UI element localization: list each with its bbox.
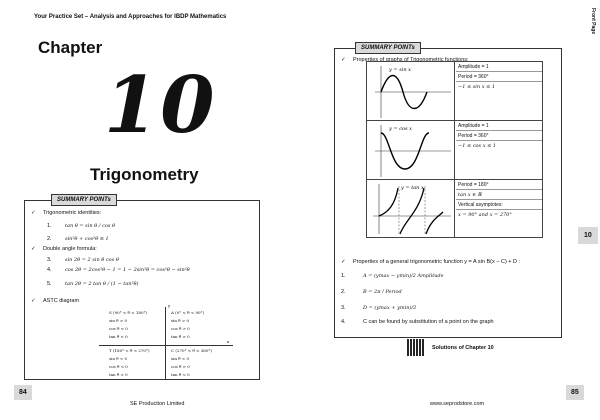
list-item: −1 ≤ sin x ≤ 1 — [458, 84, 496, 90]
y-axis-label: y — [168, 303, 171, 308]
x-axis — [99, 345, 233, 346]
table-row — [367, 62, 542, 121]
formula-5: tan 2θ = 2 tan θ / (1 − tan²θ) — [65, 281, 139, 287]
list-item: Period = 180° — [456, 180, 542, 190]
solutions-label[interactable]: Solutions of Chapter 10 — [432, 345, 494, 351]
qr-code[interactable] — [407, 339, 424, 356]
graph-label: y = tan x — [401, 185, 424, 191]
astc-quadrant-c: C (270° < θ < 360°) sin θ < 0 cos θ > 0 tan θ < 0 — [171, 348, 212, 377]
general-3: D = (ymax + ymin)/2 — [363, 305, 417, 311]
y-axis — [165, 307, 166, 379]
formula-4: cos 2θ = 2cos²θ − 1 = 1 − 2sin²θ = cos²θ − sin²θ — [65, 267, 190, 273]
summary-tag: SUMMARY POINTs — [51, 194, 117, 206]
list-item: x = 90° and x = 270° — [458, 212, 512, 218]
running-title: Your Practice Set – Analysis and Approaches for IBDP Mathematics — [34, 14, 227, 20]
left-summary-box — [24, 197, 260, 380]
page-number-right: 85 — [566, 385, 584, 400]
graph-label: y = sin x — [389, 67, 411, 73]
list-item: Vertical asymptotes: — [456, 200, 542, 210]
list-item-number: 4. — [341, 319, 346, 325]
list-item: tan x ∈ ℝ — [456, 190, 542, 200]
chapter-label: Chapter — [38, 38, 103, 57]
list-item: −1 ≤ cos x ≤ 1 — [458, 143, 497, 149]
list-item-number: 3. — [47, 257, 52, 263]
formula-3: sin 2θ = 2 sin θ cos θ — [65, 257, 119, 263]
checkmark-icon: ✓ — [341, 57, 346, 63]
identities-heading: Trigonometric identities: — [43, 210, 102, 216]
chapter-title: Trigonometry — [90, 165, 199, 184]
table-row — [367, 180, 542, 237]
astc-quadrant-t: T (180° < θ < 270°) sin θ < 0 cos θ < 0 tan θ > 0 — [109, 348, 150, 377]
checkmark-icon: ✓ — [31, 246, 36, 252]
list-item-number: 1. — [341, 273, 346, 279]
list-item-number: 1. — [47, 223, 52, 229]
general-4: C can be found by substitution of a point on the graph — [363, 319, 494, 325]
list-item: Amplitude = 1 — [456, 62, 542, 72]
sin-graph — [367, 62, 455, 120]
list-item: Amplitude = 1 — [456, 121, 542, 131]
list-item-number: 2. — [47, 236, 52, 242]
x-axis-label: x — [227, 339, 230, 344]
cos-graph — [367, 121, 455, 179]
list-item: Period = 360° — [456, 72, 542, 82]
general-1: A = (ymax − ymin)/2 Amplitude — [363, 273, 444, 279]
graph-label: y = cos x — [389, 126, 412, 132]
checkmark-icon: ✓ — [31, 298, 36, 304]
cos-props — [456, 121, 542, 151]
astc-quadrant-a: A (0° < θ < 90°) sin θ > 0 cos θ > 0 tan θ > 0 — [171, 310, 205, 339]
astc-quadrant-s: S (90° < θ < 180°) sin θ > 0 cos θ < 0 tan θ < 0 — [109, 310, 148, 339]
list-item-number: 2. — [341, 289, 346, 295]
identity-1: tan θ = sin θ / cos θ — [65, 223, 116, 229]
general-heading: Properties of a general trigonometric function y = A sin B(x − C) + D : — [353, 259, 521, 265]
identity-2: sin²θ + cos²θ ≡ 1 — [65, 236, 109, 242]
graphs-table — [366, 61, 543, 238]
tan-graph — [367, 180, 455, 237]
list-item-number: 3. — [341, 305, 346, 311]
checkmark-icon: ✓ — [31, 210, 36, 216]
double-angle-heading: Double angle formula: — [43, 246, 97, 252]
summary-tag: SUMMARY POINTs — [355, 42, 421, 54]
checkmark-icon: ✓ — [341, 259, 346, 265]
table-row — [367, 121, 542, 180]
graphs-heading: Properties of graphs of Trigonometric functions: — [353, 57, 469, 63]
astc-diagram — [99, 303, 233, 379]
general-2: B = 2π / Period — [363, 289, 402, 295]
list-item-number: 4. — [47, 267, 52, 273]
page-number-left: 84 — [14, 385, 32, 400]
side-title: Front Page — [590, 8, 596, 35]
list-item: Period = 360° — [456, 131, 542, 141]
chapter-side-tab[interactable]: 10 — [578, 227, 598, 244]
list-item-number: 5. — [47, 281, 52, 287]
tan-props — [456, 180, 542, 220]
publisher: SE Production Limited — [130, 401, 185, 407]
astc-heading: ASTC diagram — [43, 298, 80, 304]
website-link[interactable]: www.seprodstore.com — [430, 401, 485, 407]
chapter-number: 10 — [104, 60, 217, 151]
sin-props — [456, 62, 542, 92]
